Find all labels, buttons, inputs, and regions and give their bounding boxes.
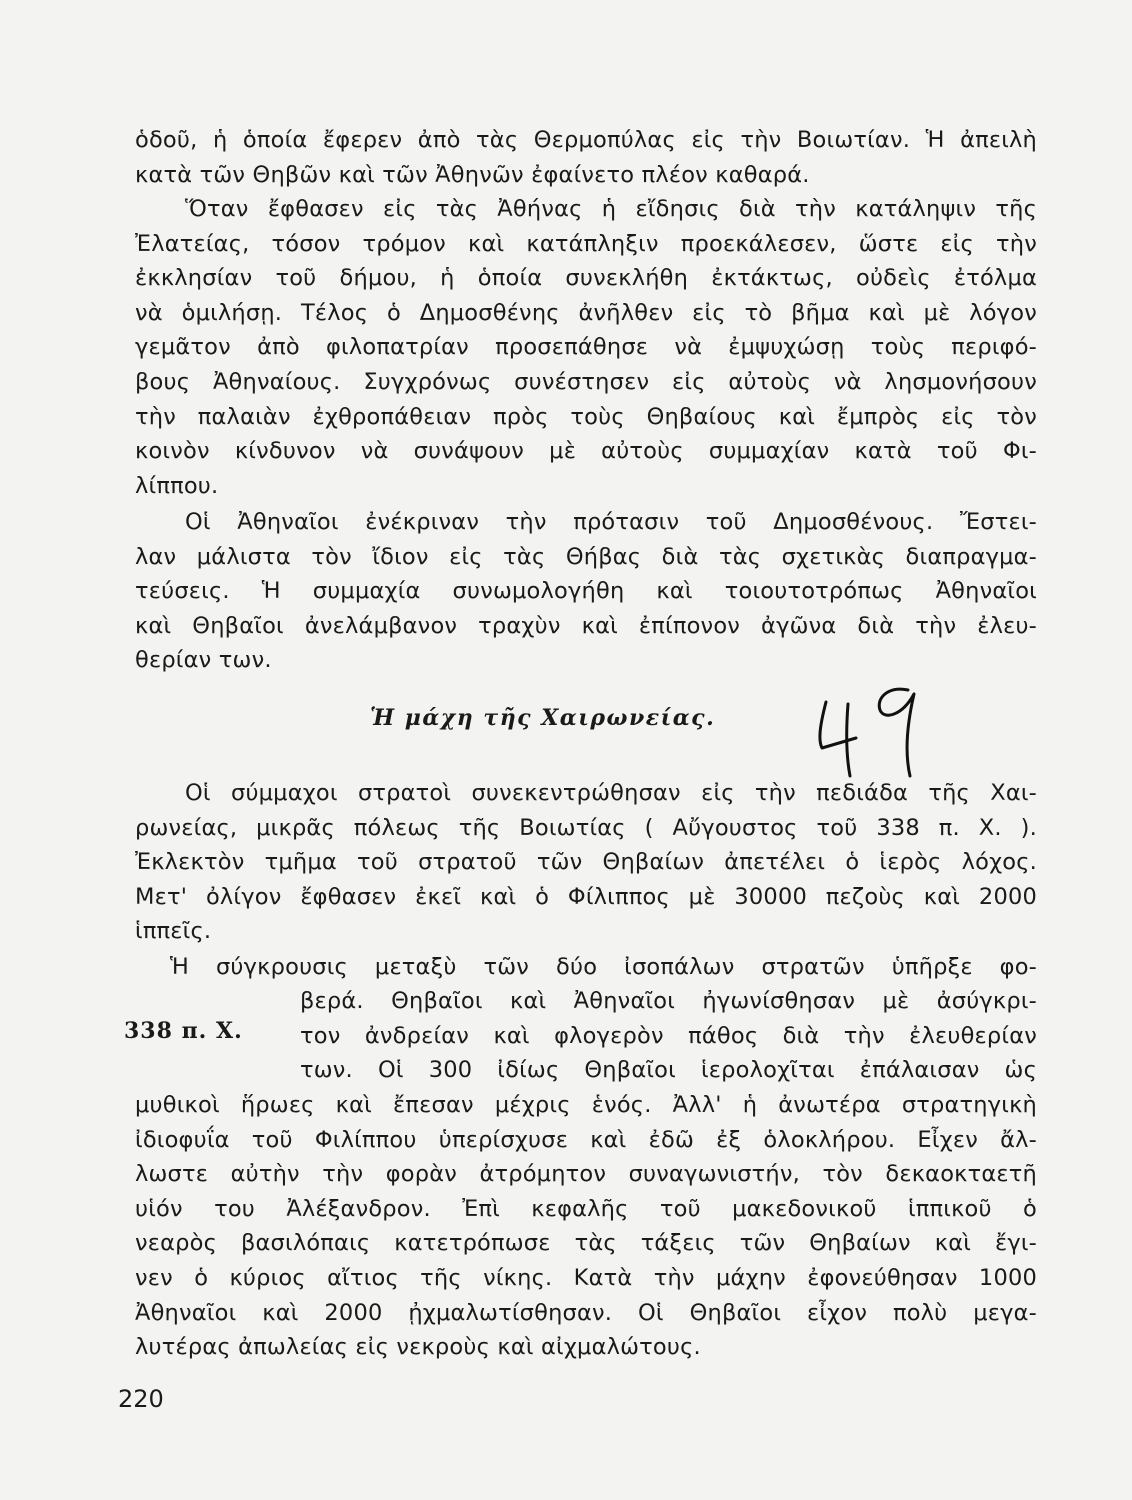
margin-date-note: 338 π. Χ. xyxy=(124,1018,243,1044)
text-line: νὰ ὁμιλήσῃ. Τέλος ὁ Δημοσθένης ἀνῆλθεν εἰς τὸ βῆμα καὶ μὲ λόγον xyxy=(135,299,1037,326)
text-line: ἱππεῖς. xyxy=(135,918,212,945)
paragraph-1 xyxy=(135,123,1037,192)
paragraph-5-rest xyxy=(135,1088,1037,1365)
text-line: υἱόν του Ἀλέξανδρον. Ἐπὶ κεφαλῆς τοῦ μακεδονικοῦ ἱππικοῦ ὁ xyxy=(135,1195,1037,1222)
text-line: των. Οἱ 300 ἰδίως Θηβαῖοι ἱερολοχῖται ἐπάλαισαν ὡς xyxy=(300,1057,1037,1084)
text-line: τεύσεις. Ἡ συμμαχία συνωμολογήθη καὶ τοιουτοτρόπως Ἀθηναῖοι xyxy=(135,578,1037,605)
text-line: κοινὸν κίνδυνον νὰ συνάψουν μὲ αὐτοὺς συμμαχίαν κατὰ τοῦ Φι- xyxy=(135,438,1037,465)
text-line: νεαρὸς βασιλόπαις κατετρόπωσε τὰς τάξεις τῶν Θηβαίων καὶ ἔγι- xyxy=(135,1230,1037,1257)
text-line: ἐκκλησίαν τοῦ δήμου, ἡ ὁποία συνεκλήθη ἐκτάκτως, οὐδεὶς ἐτόλμα xyxy=(135,265,1037,292)
text-line: λαν μάλιστα τὸν ἴδιον εἰς τὰς Θήβας διὰ τὰς σχετικὰς διαπραγμα- xyxy=(135,543,1037,570)
text-line: κατὰ τῶν Θηβῶν καὶ τῶν Ἀθηνῶν ἐφαίνετο πλέον καθαρά. xyxy=(135,161,810,188)
text-line: θερίαν των. xyxy=(135,647,272,674)
page-number: 220 xyxy=(118,1385,164,1413)
text-line: λυτέρας ἀπωλείας εἰς νεκροὺς καὶ αἰχμαλώτους. xyxy=(135,1334,701,1361)
text-line: ρωνείας, μικρᾶς πόλεως τῆς Βοιωτίας ( Αὔγουστος τοῦ 338 π. Χ. ). xyxy=(135,814,1037,841)
text-line: μυθικοὶ ἥρωες καὶ ἔπεσαν μέχρις ἑνός. Ἀλλ' ἡ ἀνωτέρα στρατηγικὴ xyxy=(135,1092,1037,1118)
paragraph-5-first xyxy=(135,950,1037,985)
paragraph-5-indented xyxy=(300,984,1037,1088)
text-line: καὶ Θηβαῖοι ἀνελάμβανον τραχὺν καὶ ἐπίπονον ἀγῶνα διὰ τὴν ἐλευ- xyxy=(135,612,1037,639)
text-line: Ὅταν ἔφθασεν εἰς τὰς Ἀθήνας ἡ εἴδησις διὰ τὴν κατάληψιν τῆς xyxy=(185,196,1037,222)
text-line: Οἱ σύμμαχοι στρατοὶ συνεκεντρώθησαν εἰς τὴν πεδιάδα τῆς Χαι- xyxy=(185,780,1037,806)
text-line: βους Ἀθηναίους. Συγχρόνως συνέστησεν εἰς αὐτοὺς νὰ λησμονήσουν xyxy=(135,368,1037,395)
section-heading: Ἡ μάχη τῆς Χαιρωνείας. xyxy=(370,705,716,731)
paragraph-4 xyxy=(135,776,1037,949)
text-line: βερά. Θηβαῖοι καὶ Ἀθηναῖοι ἠγωνίσθησαν μὲ ἀσύγκρι- xyxy=(300,988,1037,1014)
text-line: Ἡ σύγκρουσις μεταξὺ τῶν δύο ἰσοπάλων στρατῶν ὑπῆρξε φο- xyxy=(170,954,1037,980)
text-line: Ἐκλεκτὸν τμῆμα τοῦ στρατοῦ τῶν Θηβαίων ἀπετέλει ὁ ἱερὸς λόχος. xyxy=(135,849,1037,876)
text-line: Οἱ Ἀθηναῖοι ἐνέκριναν τὴν πρότασιν τοῦ Δημοσθένους. Ἔστει- xyxy=(185,509,1037,535)
text-line: νεν ὁ κύριος αἴτιος τῆς νίκης. Κατὰ τὴν μάχην ἐφονεύθησαν 1000 xyxy=(135,1264,1037,1291)
text-line: γεμᾶτον ἀπὸ φιλοπατρίαν προσεπάθησε νὰ ἐμψυχώσῃ τοὺς περιφό- xyxy=(135,334,1037,361)
handwritten-annotation xyxy=(812,680,932,780)
text-line: τὴν παλαιὰν ἐχθροπάθειαν πρὸς τοὺς Θηβαίους καὶ ἔμπρὸς εἰς τὸν xyxy=(135,403,1037,430)
text-line: Ἐλατείας, τόσον τρόμον καὶ κατάπληξιν προεκάλεσεν, ὥστε εἰς τὴν xyxy=(135,230,1037,257)
text-line: λίππου. xyxy=(135,472,219,499)
text-line: τον ἀνδρείαν καὶ φλογερὸν πάθος διὰ τὴν ἐλευθερίαν xyxy=(300,1022,1037,1049)
text-line: Ἀθηναῖοι καὶ 2000 ᾐχμαλωτίσθησαν. Οἱ Θηβαῖοι εἶχον πολὺ μεγα- xyxy=(135,1299,1037,1326)
text-line: Μετ' ὀλίγον ἔφθασεν ἐκεῖ καὶ ὁ Φίλιππος μὲ 30000 πεζοὺς καὶ 2000 xyxy=(135,883,1037,910)
paragraph-3 xyxy=(135,505,1037,678)
text-line: ἰδιοφυΐα τοῦ Φιλίππου ὑπερίσχυσε καὶ ἐδῶ ἐξ ὁλοκλήρου. Εἶχεν ἄλ- xyxy=(135,1126,1037,1153)
text-line: λωστε αὐτὴν τὴν φορὰν ἀτρόμητον συναγωνιστήν, τὸν δεκαοκταετῆ xyxy=(135,1161,1037,1188)
paragraph-2 xyxy=(135,192,1037,503)
text-line: ὁδοῦ, ἡ ὁποία ἔφερεν ἀπὸ τὰς Θερμοπύλας εἰς τὴν Βοιωτίαν. Ἡ ἀπειλὴ xyxy=(135,127,1037,153)
